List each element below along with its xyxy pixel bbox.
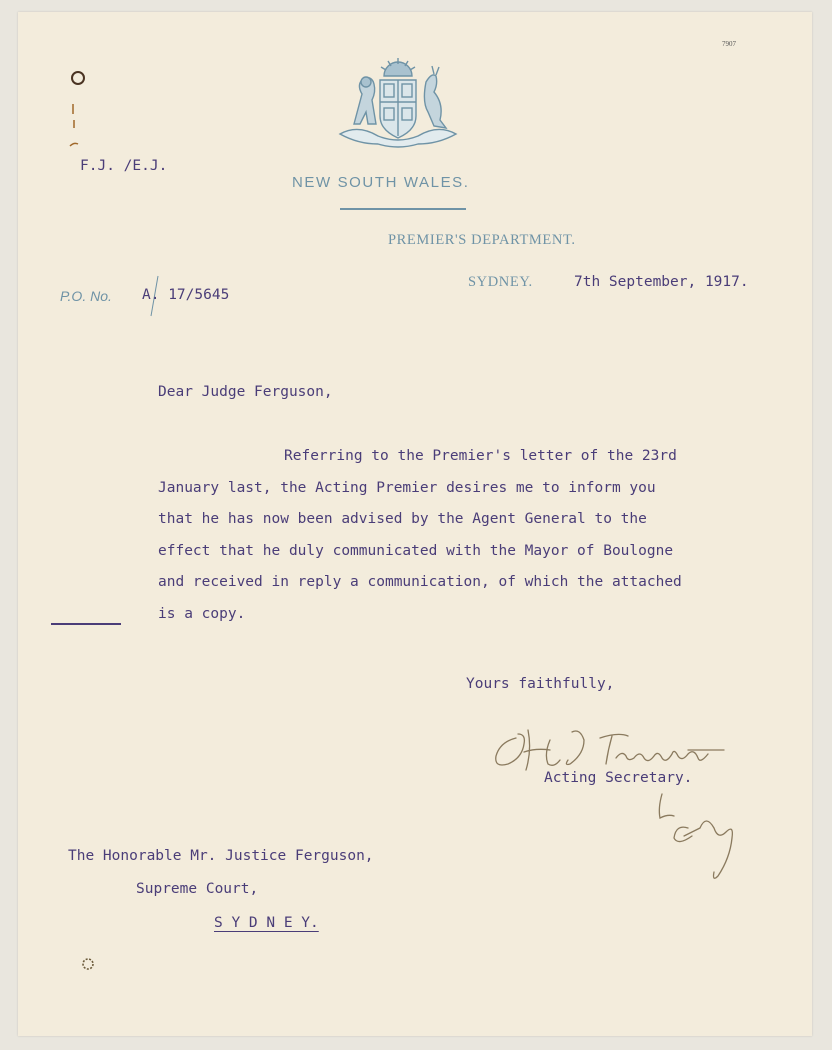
reference-code: F.J. /E.J. [80,158,168,174]
margin-rule [51,623,121,625]
salutation: Dear Judge Ferguson, [158,384,333,400]
body-line: is a copy. [158,605,246,622]
signatory-title: Acting Secretary. [544,770,693,786]
closing: Yours faithfully, [466,676,615,692]
body-line: Referring to the Premier's letter of the 23rd [284,448,677,464]
letterhead-state: NEW SOUTH WALES. [292,174,470,191]
body-line: and received in reply a communication, of which the attached [158,574,682,591]
addressee-city: S Y D N E Y. [214,915,319,931]
body-line: that he has now been advised by the Agent General to the [158,511,647,528]
letter-date: 7th September, 1917. [574,274,749,290]
file-number: 7907 [722,40,736,48]
po-number: A. 17/5645 [142,287,230,303]
handwritten-initials [648,784,758,884]
letterhead-department: PREMIER'S DEPARTMENT. [388,232,576,248]
letter-body [158,444,682,634]
margin-stain-marks [66,68,88,158]
po-label: P.O. No. [60,288,112,304]
pin-hole-mark [80,956,96,972]
body-line: January last, the Acting Premier desires me to inform you [158,479,656,496]
coat-of-arms-crest [318,54,478,150]
letter-sheet [18,12,812,1036]
addressee-court: Supreme Court, [136,881,259,897]
body-line: effect that he duly communicated with the Mayor of Boulogne [158,542,674,559]
letterhead-place: SYDNEY. [468,274,533,290]
letterhead-rule [340,208,466,210]
addressee-name: The Honorable Mr. Justice Ferguson, [68,848,374,864]
